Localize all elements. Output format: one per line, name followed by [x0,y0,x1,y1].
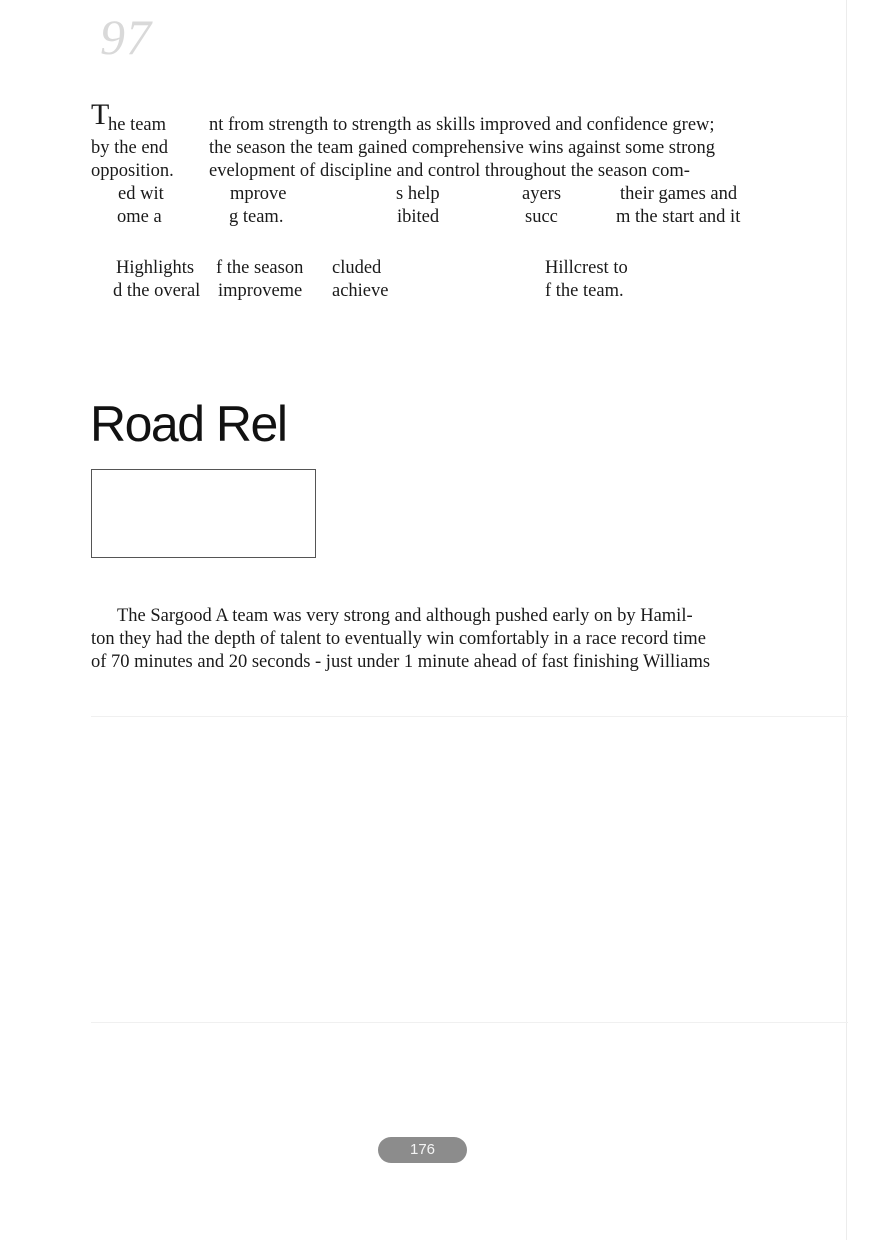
highlights-line2-fragment: d the overal [113,281,201,301]
section-heading: Road Rel [90,396,287,452]
highlights-line2-fragment: improveme [218,281,303,301]
intro-line2-fragment: the season the team gained comprehensive wins against some strong [209,138,716,158]
intro-line1-fragment: he team [108,115,167,135]
intro-line4-fragment: their games and [620,184,738,204]
highlights-line1-fragment: Highlights [116,258,195,278]
intro-line4-fragment: ayers [522,184,562,204]
highlights-line2-fragment: achieve [332,281,389,301]
intro-line3-fragment: evelopment of discipline and control throughout the season com- [209,161,690,181]
intro-line4-fragment: ed wit [118,184,164,204]
faint-rule [91,1022,848,1023]
drop-cap: T [91,98,110,131]
intro-line5-fragment: ome a [117,207,162,227]
highlights-line1-fragment: cluded [332,258,382,278]
intro-line1-fragment: nt from strength to strength as skills improved and confidence grew; [209,115,715,135]
intro-line4-fragment: s help [396,184,440,204]
intro-line4-fragment: mprove [230,184,287,204]
page-edge-line [846,0,847,1240]
faint-header-label: 97 [100,9,152,65]
highlights-line1-fragment: Hillcrest to [545,258,628,278]
road-relay-line: of 70 minutes and 20 seconds - just under 1 minute ahead of fast finishing Williams [91,652,711,672]
intro-line5-fragment: g team. [229,207,284,227]
intro-line5-fragment: succ [525,207,558,227]
page-number-badge: 176 [378,1137,467,1163]
road-relay-line: The Sargood A team was very strong and although pushed early on by Hamil- [117,606,693,626]
intro-line3-fragment: opposition. [91,161,174,181]
intro-line5-fragment: m the start and it [616,207,741,227]
faint-rule [91,716,848,717]
intro-line2-fragment: by the end [91,138,169,158]
road-relay-line: ton they had the depth of talent to eventually win comfortably in a race record time [91,629,706,649]
photo-placeholder [91,469,316,558]
highlights-line1-fragment: f the season [216,258,304,278]
highlights-line2-fragment: f the team. [545,281,624,301]
intro-line5-fragment: ibited [397,207,440,227]
